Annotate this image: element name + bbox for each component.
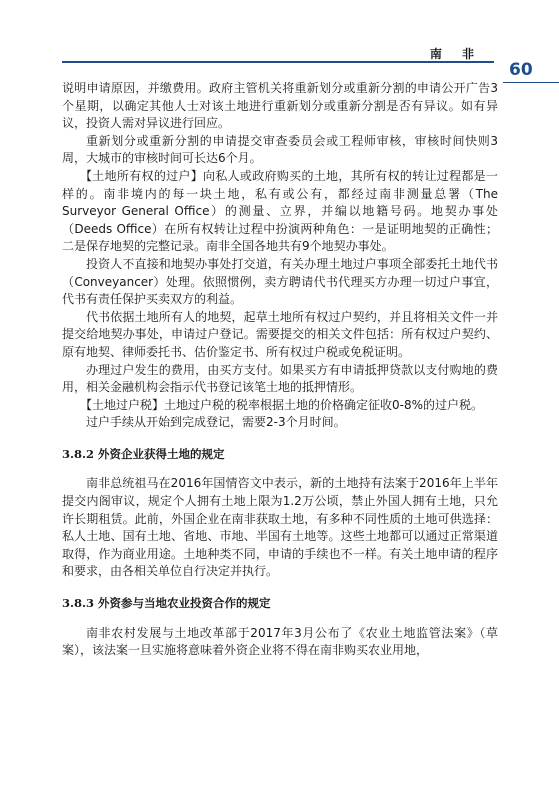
paragraph: 说明申请原因，并缴费用。政府主管机关将重新划分或重新分割的申请公开广告3个星期，以确定其他人士对该土地进行重新划分或重新分割是否有异议。如有异议，投资人需对异议进行回应。 — [62, 81, 498, 131]
paragraph: 办理过户发生的费用，由买方支付。如果买方有申请抵押贷款以支付购地的费用，相关金融机构会指示代书登记该笔土地的抵押情形。 — [62, 362, 498, 395]
page-body — [62, 80, 498, 660]
paragraph-3-8-2: 南非总统祖马在2016年国情咨文中表示，新的土地持有法案于2016年上半年提交内阁审议，规定个人拥有土地上限为1.2万公顷，禁止外国人拥有土地，只允许长期租赁。此前，外国企业在南非获取土地，有多种不同性质的土地可供选择：私人土地、国有土地、省地、市地、半国有土地等。这些土地都可以通过正常渠道取得，作为商业用途。土地种类不同，申请的手续也不一样。有关土地申请的程序和要求，由各相关单位自行决定并执行。 — [62, 476, 498, 579]
page-number: 60 — [509, 60, 533, 80]
country-header-label: 南 非 — [429, 47, 482, 61]
section-heading-3-8-3: 3.8.3 外资参与当地农业投资合作的规定 — [62, 596, 271, 611]
paragraph-land-transfer: 【土地所有权的过户】向私人或政府购买的土地，其所有权的转让过程都是一样的。南非境内的每一块土地，私有或公有，都经过南非测量总署（The Surveyor General Office）的测量、立界，并编以地籍号码。地契办事处（Deeds Office）在所有权转让过程中扮演两种角色：一是证明地契的正确性；二是保存地契的完整记录。南非全国各地共有9个地契办事处。 — [62, 168, 498, 254]
paragraph-transfer-tax: 【土地过户税】土地过户税的税率根据土地的价格确定征收0-8%的过户税。 — [80, 397, 484, 412]
paragraph: 投资人不直接和地契办事处打交道，有关办理土地过户事项全部委托土地代书（Conveyancer）处理。依照惯例，卖方聘请代书代理买方办理一切过户事宜，代书有责任保护买卖双方的利益。 — [62, 256, 498, 307]
paragraph: 代书依据土地所有人的地契，起草土地所有权过户契约，并且将相关文件一并提交给地契办事处，申请过户登记。需要提交的相关文件包括：所有权过户契约、原有地契、律师委托书、估价鉴定书、所有权过户税或免税证明。 — [62, 309, 498, 359]
section-heading-3-8-2: 3.8.2 外资企业获得土地的规定 — [62, 446, 225, 461]
paragraph: 重新划分或重新分割的申请提交审查委员会或工程师审核，审核时间快则3周，大城市的审核时间可长达6个月。 — [62, 133, 498, 166]
header-rule — [62, 61, 494, 63]
paragraph: 过户手续从开始到完成登记，需要2-3个月时间。 — [86, 415, 346, 430]
paragraph-3-8-3: 南非农村发展与土地改革部于2017年3月公布了《农业土地监管法案》（草案），该法案一旦实施将意味着外资企业将不得在南非购买农业用地， — [62, 625, 498, 658]
page-number-tab — [503, 58, 559, 83]
